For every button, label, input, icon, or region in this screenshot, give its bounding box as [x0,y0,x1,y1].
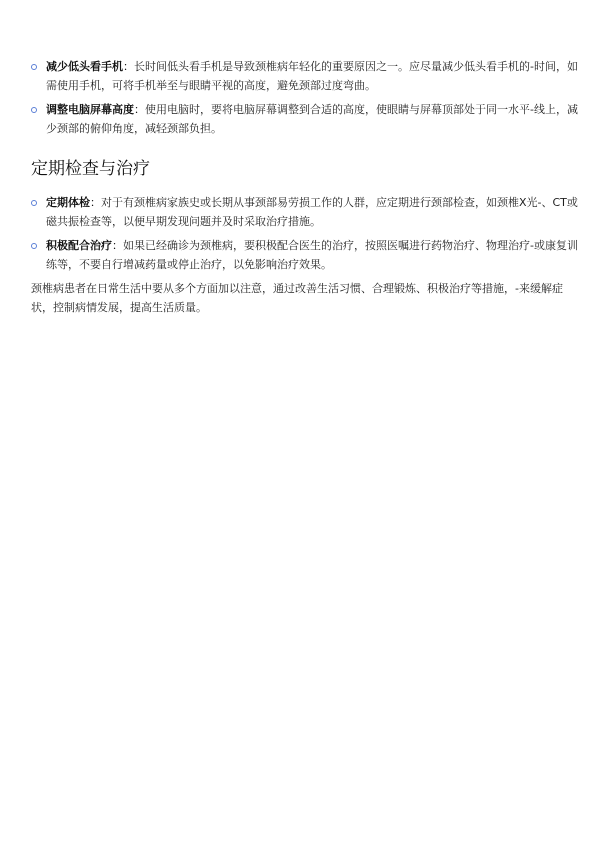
item-colon: ： [90,196,101,209]
document-page [31,58,581,317]
list-item-treatment [31,237,581,274]
circle-bullet-icon [31,243,37,249]
item-title: 积极配合治疗 [46,239,112,252]
list-item-adjust-screen [31,101,581,138]
checkup-treatment-list [31,194,581,274]
item-text: 使用电脑时，要将电脑屏幕调整到合适的高度，使眼睛与屏幕顶部处于同一水平-线上，减少颈部的俯仰角度，减轻颈部负担。 [46,103,578,135]
item-text: 对于有颈椎病家族史或长期从事颈部易劳损工作的人群，应定期进行颈部检查，如颈椎X光-、CT或磁共振检查等，以便早期发现问题并及时采取治疗措施。 [46,196,578,228]
item-text: 如果已经确诊为颈椎病，要积极配合医生的治疗，按照医嘱进行药物治疗、物理治疗-或康复训练等，不要自行增减药量或停止治疗，以免影响治疗效果。 [46,239,578,271]
item-title: 定期体检 [46,196,90,209]
circle-bullet-icon [31,200,37,206]
item-colon: ： [123,60,134,73]
closing-paragraph: 颈椎病患者在日常生活中要从多个方面加以注意，通过改善生活习惯、合理锻炼、积极治疗等措施，-来缓解症状，控制病情发展，提高生活质量。 [31,282,563,314]
section-heading: 定期检查与治疗 [31,159,150,179]
item-title: 减少低头看手机 [46,60,123,73]
item-colon: ： [134,103,145,116]
item-text: 长时间低头看手机是导致颈椎病年轻化的重要原因之一。应尽量减少低头看手机的-时间，如需使用手机，可将手机举至与眼睛平视的高度，避免颈部过度弯曲。 [46,60,578,92]
item-title: 调整电脑屏幕高度 [46,103,134,116]
posture-tips-list [31,58,581,138]
circle-bullet-icon [31,64,37,70]
circle-bullet-icon [31,107,37,113]
list-item-checkup [31,194,581,231]
item-colon: ： [112,239,123,252]
list-item-reduce-phone [31,58,581,95]
